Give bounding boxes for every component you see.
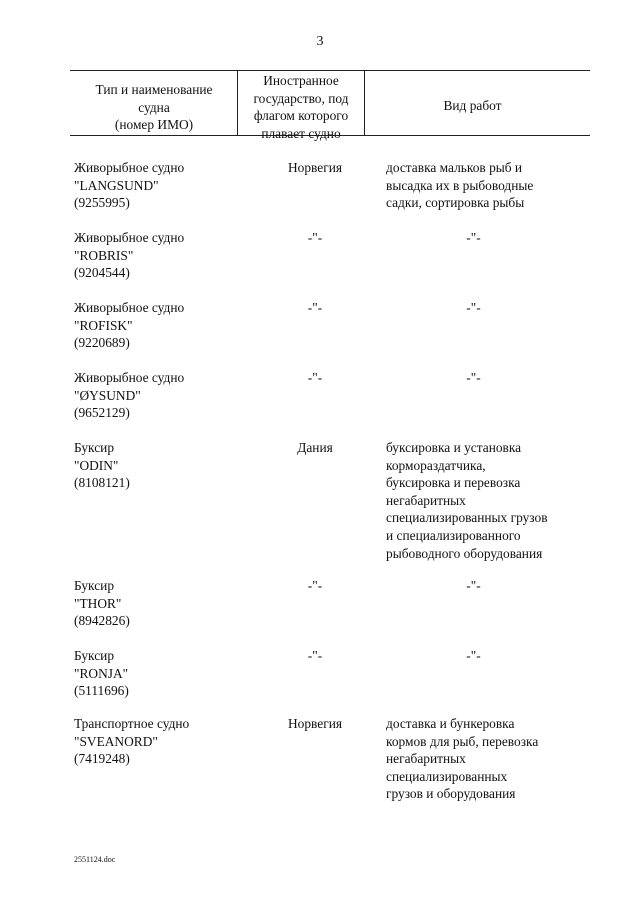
work-cell (386, 715, 586, 803)
work-cell (386, 439, 586, 562)
column-divider (237, 70, 238, 135)
vessel-type: Буксир (74, 578, 115, 593)
vessel-imo: (9204544) (74, 265, 130, 281)
work-line: грузов и оборудования (386, 786, 516, 802)
header-flag-state-line: флагом которого (253, 108, 349, 124)
vessel-imo: (7419248) (74, 751, 130, 767)
header-flag-state (240, 72, 362, 142)
work-line: специализированных (386, 768, 508, 784)
work-ditto: -"- (466, 300, 481, 315)
vessel-name: "THOR" (74, 595, 122, 611)
vessel-cell (74, 647, 244, 700)
vessel-imo: (9220689) (74, 335, 130, 351)
vessel-name: "RONJA" (74, 665, 129, 681)
work-line: доставка мальков рыб и (386, 160, 523, 175)
header-flag-state-line: Иностранное (263, 73, 339, 88)
flag-cell: Норвегия (287, 716, 343, 731)
work-line: кормораздатчика, (386, 457, 486, 473)
header-work-type (370, 97, 575, 115)
vessel-cell (74, 299, 244, 352)
vessel-name: "LANGSUND" (74, 177, 159, 193)
header-work-type-line: Вид работ (443, 98, 502, 113)
work-ditto: -"- (466, 648, 481, 663)
vessel-cell (74, 439, 244, 492)
work-line: негабаритных (386, 751, 466, 767)
vessel-type: Живорыбное судно (74, 160, 185, 175)
vessel-type: Живорыбное судно (74, 300, 185, 315)
work-cell (386, 159, 586, 212)
header-flag-state-line: государство, под (253, 90, 349, 106)
vessel-type: Живорыбное судно (74, 230, 185, 245)
vessel-imo: (9652129) (74, 405, 130, 421)
vessel-type: Буксир (74, 440, 115, 455)
flag-ditto: -"- (307, 578, 323, 593)
vessel-name: "ØYSUND" (74, 387, 141, 403)
vessel-cell (74, 577, 244, 630)
vessel-imo: (5111696) (74, 683, 129, 699)
flag-ditto: -"- (307, 230, 323, 245)
vessel-imo: (8942826) (74, 613, 130, 629)
vessel-cell (74, 369, 244, 422)
vessel-type: Буксир (74, 648, 115, 663)
vessel-cell (74, 715, 244, 768)
table-top-rule (70, 70, 590, 71)
work-line: садки, сортировка рыбы (386, 195, 525, 211)
flag-ditto: -"- (307, 300, 323, 315)
flag-cell: Норвегия (287, 160, 343, 175)
flag-cell: Дания (297, 440, 333, 455)
vessel-cell (74, 229, 244, 282)
header-vessel-type (74, 81, 234, 134)
column-divider (364, 70, 365, 135)
work-line: высадка их в рыбоводные (386, 177, 534, 193)
work-line: доставка и бункеровка (386, 716, 515, 731)
work-line: буксировка и перевозка (386, 475, 521, 491)
work-line: буксировка и установка (386, 440, 522, 455)
header-vessel-type-line: Тип и наименование (95, 82, 213, 97)
work-line: специализированных грузов (386, 510, 548, 526)
vessel-type: Живорыбное судно (74, 370, 185, 385)
header-flag-state-line: плавает судно (261, 125, 341, 141)
page-number: 3 (316, 34, 324, 49)
vessel-imo: (9255995) (74, 195, 130, 211)
document-filename: 2551124.doc (74, 855, 116, 864)
vessel-cell (74, 159, 244, 212)
work-line: и специализированного (386, 527, 521, 543)
flag-ditto: -"- (307, 648, 323, 663)
vessel-imo: (8108121) (74, 475, 130, 491)
vessel-name: "ODIN" (74, 457, 119, 473)
vessel-type: Транспортное судно (74, 716, 190, 731)
work-ditto: -"- (466, 370, 481, 385)
work-ditto: -"- (466, 578, 481, 593)
work-line: негабаритных (386, 492, 466, 508)
vessel-name: "SVEANORD" (74, 733, 158, 749)
work-ditto: -"- (466, 230, 481, 245)
vessel-name: "ROFISK" (74, 317, 133, 333)
work-line: кормов для рыб, перевозка (386, 733, 539, 749)
flag-ditto: -"- (307, 370, 323, 385)
header-vessel-type-line: судна (138, 99, 170, 115)
vessel-name: "ROBRIS" (74, 247, 134, 263)
work-line: рыбоводного оборудования (386, 545, 543, 561)
header-vessel-type-line: (номер ИМО) (114, 117, 194, 133)
